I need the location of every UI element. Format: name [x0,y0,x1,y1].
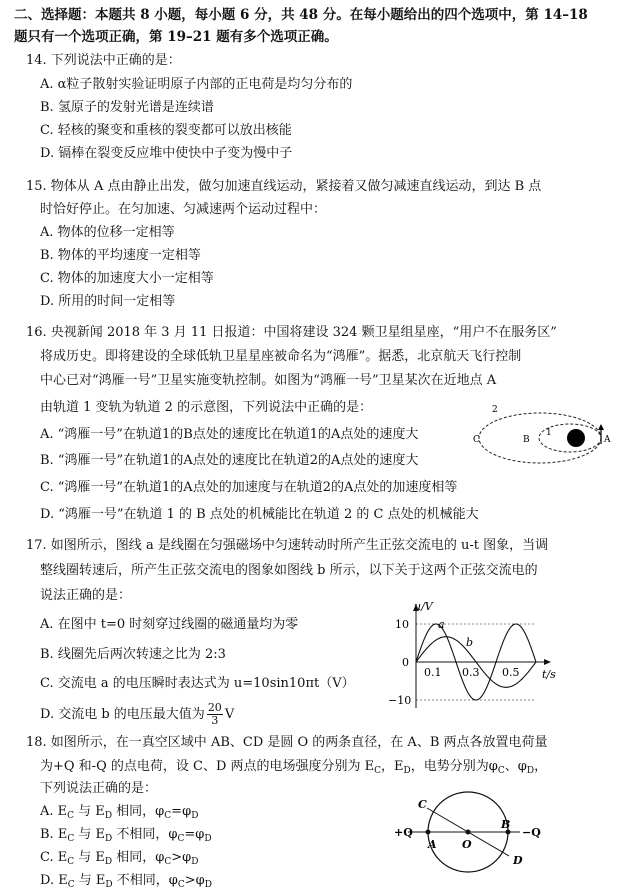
q18-a-mid: 与 E [74,804,105,819]
q18-a-sub-c: C [67,811,75,821]
label-b: B [501,818,511,831]
q17-option-d-fraction [207,702,223,727]
q18-stem-line2-mid: ，E [381,759,404,774]
q17-stem-line2: 整线圈转速后，所产生正弦交流电的图象如图线 b 所示，以下关于这两个正弦交流电的 [40,563,538,578]
q18-c-post: 相同， [112,850,156,865]
q14-option-d: D. 镉棒在裂变反应堆中使快中子变为慢中子 [40,146,293,161]
q18-stem-line2 [40,758,547,776]
q15-option-a: A. 物体的位移一定相等 [40,225,175,240]
circle-diagram [394,788,544,874]
x-tick-0.3: 0.3 [462,666,480,679]
section-header-line1: 二、选择题：本题共 8 小题，每小题 6 分，共 48 分。在每小题给出的四个选项中，第 14–18 [14,7,588,23]
q17-option-b: B. 线圈先后两次转速之比为 2:3 [40,647,226,662]
q18-phi-sub-c: C [497,766,505,776]
x-tick-0.5: 0.5 [502,666,520,679]
q18-b-phi-sub-c: C [177,834,185,844]
q18-phi-c: φ [488,759,498,774]
q14-option-c: C. 轻核的聚变和重核的裂变都可以放出核能 [40,123,292,138]
label-o: O [462,838,472,851]
q18-a-phi-sub-c: C [164,811,172,821]
q14-option-b: B. 氢原子的发射光谱是连续谱 [40,100,214,115]
q16-option-b: B. “鸿雁一号”在轨道1的A点处的速度比在轨道2的A点处的速度大 [40,453,419,468]
q18-c-sub-d: D [104,857,113,867]
q16-stem-line3: 中心已对“鸿雁一号”卫星实施变轨控制。如图为“鸿雁一号”卫星某次在近地点 A [40,373,497,388]
label-d: D [513,854,523,867]
orbit-1-label: 1 [546,428,552,438]
q17-stem-line1: 17. 如图所示，图线 a 是线圈在匀强磁场中匀速转动时所产生正弦交流电的 u-t 图象，当调 [26,538,549,553]
q18-d-phi-sub-c: C [177,880,185,890]
section-header-line2: 题只有一个选项正确，第 19–21 题有多个选项正确。 [14,29,338,45]
q18-a-phi-d: φ [182,804,192,819]
q18-d-phi-sub-d: D [204,880,212,890]
q18-d-sub-c: C [67,880,75,890]
y-tick-10: 10 [395,618,409,631]
q18-c-phi-c: φ [155,850,165,865]
x-tick-0.1: 0.1 [424,666,442,679]
q17-option-d [40,702,234,728]
q15-stem-line1: 15. 物体从 A 点由静止出发，做匀加速直线运动，紧接着又做匀减速直线运动，到达 B 点 [26,179,542,194]
label-plus-q: +Q [394,826,413,839]
q18-option-c [40,849,199,867]
point-a-dot [426,830,431,835]
q17-option-a: A. 在图中 t=0 时刻穿过线圈的磁通量均为零 [40,617,299,632]
q17-option-d-numerator: 20 [207,701,222,714]
q18-stem-line2-pre: 为+Q 和-Q 的点电荷，设 C、D 两点的电场强度分别为 E [40,759,375,774]
q18-stem-line3: 下列说法正确的是： [40,781,158,796]
q15-option-c: C. 物体的加速度大小一定相等 [40,271,214,286]
q18-phi-sub-d: D [526,766,535,776]
q18-c-sub-c: C [67,857,75,867]
q18-a-phi-sub-d: D [191,811,199,821]
q15-option-b: B. 物体的平均速度一定相等 [40,248,201,263]
q17-option-d-denominator: 3 [211,714,219,727]
x-axis-arrow [544,659,551,665]
point-b-label: B [523,435,530,445]
q18-c-phi-sub-c: C [164,857,172,867]
q16-option-d: D. “鸿雁一号”在轨道 1 的 B 点处的机械能比在轨道 2 的 C 点处的机械能大 [40,507,479,522]
q18-sub-d: D [403,766,411,776]
q18-d-mid: 与 E [74,873,106,888]
curve-a-label: a [438,618,445,631]
orbit-2-label: 2 [492,405,498,415]
label-a: A [428,838,437,851]
q18-c-rel: > [171,850,183,865]
orbit-diagram [470,404,620,470]
q18-b-rel: = [184,827,196,842]
q18-b-sub-d: D [104,834,113,844]
q18-a-post: 相同， [112,804,156,819]
q16-option-a: A. “鸿雁一号”在轨道1的B点处的速度比在轨道1的A点处的速度大 [40,427,419,442]
q18-stem-end: ， [534,759,548,774]
point-a-label: A [604,435,611,445]
q17-option-d-unit: V [224,707,235,722]
q18-a-pre: A. E [40,804,68,819]
q18-c-pre: C. E [40,850,68,865]
q16-option-c: C. “鸿雁一号”在轨道1的A点处的加速度与在轨道2的A点处的加速度相等 [40,480,458,495]
q18-b-pre: B. E [40,827,68,842]
point-c-label: C [473,435,480,445]
q16-stem-line1: 16. 央视新闻 2018 年 3 月 11 日报道：中国将建设 324 颗卫星组星座，“用户不在服务区” [26,325,557,340]
q18-d-sub-d: D [105,880,113,890]
q18-d-pre: D. E [40,873,68,888]
q14-stem: 14. 下列说法中正确的是： [26,53,181,68]
q18-sub-c: C [374,766,382,776]
q18-b-post: 不相同， [112,827,169,842]
y-axis-label: u/V [414,602,433,613]
q18-a-phi-c: φ [155,804,165,819]
velocity-arrowhead [598,424,604,430]
q18-d-phi-c: φ [168,873,178,888]
q18-d-phi-d: φ [195,873,205,888]
q18-b-sub-c: C [67,834,75,844]
q18-d-post: 不相同， [112,873,169,888]
q18-d-rel: > [184,873,196,888]
q18-a-rel: = [171,804,183,819]
q17-option-c: C. 交流电 a 的电压瞬时表达式为 u=10sin10πt（V） [40,676,355,691]
q18-stem-line1: 18. 如图所示，在一真空区域中 AB、CD 是圆 O 的两条直径，在 A、B 两点各放置电荷量 [26,735,548,750]
q18-phi-d: φ [517,759,527,774]
earth-disk [567,429,585,447]
q17-option-d-prefix: D. 交流电 b 的电压最大值为 [40,707,205,722]
label-minus-q: −Q [522,826,541,839]
q15-option-d: D. 所用的时间一定相等 [40,294,176,309]
q17-stem-line3: 说法正确的是： [40,588,132,603]
y-tick-minus10: −10 [388,694,412,707]
ut-graph [386,602,562,712]
q18-b-phi-d: φ [195,827,205,842]
x-axis-label: t/s [542,668,556,681]
point-o-dot [466,830,471,835]
q18-phi-sep: 、 [504,759,518,774]
q15-stem-line2: 时恰好停止。在匀加速、匀减速两个运动过程中： [40,202,327,217]
q18-a-sub-d: D [104,811,113,821]
q18-b-phi-sub-d: D [204,834,212,844]
q18-b-phi-c: φ [168,827,178,842]
q18-option-a [40,803,198,821]
q18-stem-line2-post: ，电势分别为 [410,759,489,774]
label-c: C [418,798,427,811]
q18-c-phi-d: φ [182,850,192,865]
q14-option-a: A. α粒子散射实验证明原子内部的正电荷是均匀分布的 [40,77,353,92]
curve-b-label: b [466,636,474,649]
q16-stem-line4: 由轨道 1 变轨为轨道 2 的示意图，下列说法中正确的是： [40,400,373,415]
q18-option-b [40,826,212,844]
q18-c-mid: 与 E [74,850,105,865]
q18-option-d [40,872,212,890]
q18-b-mid: 与 E [74,827,105,842]
q18-c-phi-sub-d: D [191,857,199,867]
q16-stem-line2: 将成历史。即将建设的全球低轨卫星星座被命名为“鸿雁”。据悉，北京航天飞行控制 [40,349,522,364]
y-tick-0: 0 [402,656,409,669]
